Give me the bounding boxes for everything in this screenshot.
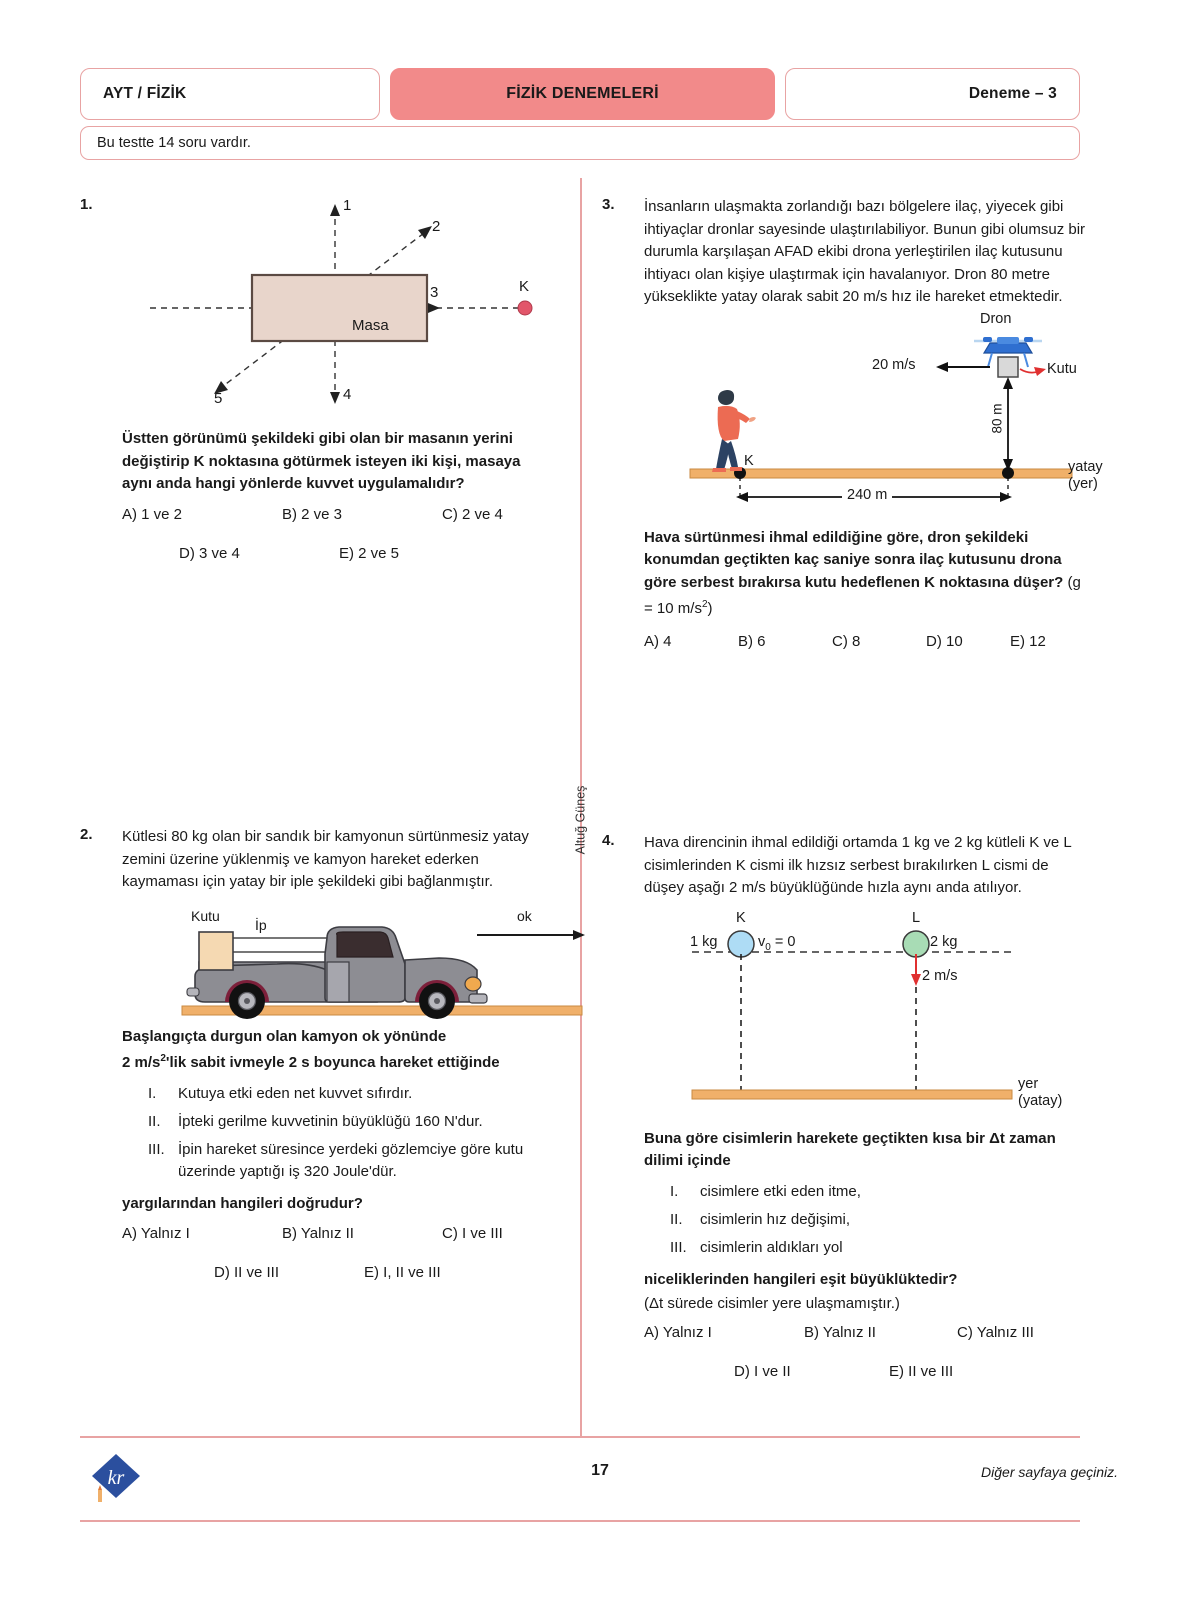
rope-label: İp (255, 916, 267, 933)
q4-option-b[interactable]: B) Yalnız II (804, 1323, 876, 1341)
q2-option-a[interactable]: A) Yalnız I (122, 1225, 190, 1242)
question-1-stem: Üstten görünümü şekildeki gibi olan bir masanın yerini değiştirip K noktasına götürmek isteyen iki kişi, masaya aynı anda hangi yönlerde kuvvet uygulamalıdır? (122, 430, 521, 492)
question-3 (602, 196, 1103, 650)
ground-label-line2: (yer) (1068, 475, 1098, 492)
speed-label: 20 m/s (872, 356, 916, 373)
footer-divider-top (80, 1436, 1080, 1438)
object-l-label: L (912, 909, 921, 926)
mass-l-label: 2 kg (930, 933, 958, 950)
question-3-g-a: (g = 10 m/s (644, 573, 1081, 617)
question-2-stem-line2-rest: 'lik sabit ivmeyle 2 s boyunca hareket ettiğinde (165, 1054, 500, 1071)
question-4 (602, 832, 1092, 1380)
question-2-question-line: yargılarından hangileri doğrudur? (122, 1194, 363, 1212)
dir-label-5: 5 (214, 390, 223, 407)
author-credit: Altuğ Güneş (573, 785, 588, 855)
point-k-label: K (744, 452, 754, 469)
page-header (80, 68, 1080, 120)
question-2-stem-line1: Başlangıçta durgun olan kamyon ok yönünde (122, 1027, 447, 1045)
header-trial-box (785, 68, 1080, 120)
roman-item: III. İpin hareket süresince yerdeki gözlemciye göre kutu üzerinde yaptığı iş 320 Joule'dür. (148, 1140, 524, 1180)
footer-note: Diğer sayfaya geçiniz. (981, 1464, 1118, 1480)
question-4-note: (Δt sürede cisimler yere ulaşmamıştır.) (644, 1295, 900, 1312)
question-2-stem-accel: 2 m/s (122, 1054, 161, 1071)
roman-item: III. cisimlerin aldıkları yol (670, 1238, 843, 1256)
question-2-roman-list (148, 1083, 570, 1183)
ground-label-line2: (yatay) (1018, 1092, 1063, 1109)
mass-k-label: 1 kg (690, 933, 718, 950)
question-2-figure (177, 902, 617, 1020)
roman-item: II. cisimlerin hız değişimi, (670, 1210, 851, 1228)
question-1 (80, 196, 560, 562)
footer-divider-bottom (80, 1520, 1080, 1522)
q4-option-d[interactable]: D) I ve II (734, 1362, 791, 1380)
roman-item: I. Kutuya etki eden net kuvvet sıfırdır. (148, 1084, 413, 1102)
question-3-stem: Hava sürtünmesi ihmal edildiğine göre, dron şekildeki konumdan geçtikten kaç saniye sonra ilaç kutusunu drona göre serbest bırakırsa kutu hedeflenen K noktasına düşer? (644, 528, 1064, 591)
q2-option-e[interactable]: E) I, II ve III (364, 1264, 441, 1281)
q2-option-d[interactable]: D) II ve III (214, 1264, 280, 1281)
dir-label-4: 4 (343, 386, 352, 403)
test-info-label: Bu testte 14 soru vardır. (97, 135, 251, 151)
question-4-number: 4. (602, 832, 615, 849)
dir-label-1: 1 (343, 197, 352, 214)
question-2-intro: Kütlesi 80 kg olan bir sandık bir kamyonun sürtünmesiz yatay zemini üzerine yüklenmiş ve kamyon hareket ederken kaymaması için yatay bir iple şekildeki gibi bağlanmıştır. (122, 828, 529, 890)
box-label: Kutu (191, 907, 220, 924)
header-subject-label: AYT / FİZİK (103, 85, 187, 102)
truck-diagram (177, 902, 617, 1020)
question-4-question-line: niceliklerinden hangileri eşit büyüklüktedir? (644, 1270, 958, 1288)
question-2 (80, 826, 570, 1281)
ground-label-line1: yer (1018, 1075, 1039, 1092)
question-3-g-b: ) (707, 600, 713, 617)
question-4-stem: Buna göre cisimlerin harekete geçtikten kısa bir Δt zaman dilimi içinde (644, 1129, 1056, 1169)
q4-option-a[interactable]: A) Yalnız I (644, 1323, 712, 1341)
dir-label-3: 3 (430, 284, 439, 301)
svg-text:kr: kr (107, 1467, 125, 1489)
header-subject-box (80, 68, 380, 120)
question-3-intro: İnsanların ulaşmakta zorlandığı bazı bölgelere ilaç, yiyecek gibi ihtiyaçlar dronlar sayesinde ulaştırılabiliyor. Bunun gibi olumsuz bir durumla karşılaşan AFAD ekibi drona yerleştirilen ilaç kutusunu ihtiyacı olan kişiye ulaştırmak için havalanıyor. Dron 80 metre yükseklikte yatay olarak sabit 20 m/s hız ile hareket etmektedir. (644, 198, 1086, 305)
q1-option-d[interactable]: D) 3 ve 4 (179, 544, 240, 562)
q2-option-b[interactable]: B) Yalnız II (282, 1225, 354, 1242)
velocity-l-label: 2 m/s (922, 967, 958, 984)
arrow-direction-label: ok (517, 907, 532, 924)
q1-option-b[interactable]: B) 2 ve 3 (282, 505, 343, 523)
q3-option-a[interactable]: A) 4 (644, 632, 672, 650)
table-directions-diagram (140, 200, 570, 415)
roman-item: II. İpteki gerilme kuvvetinin büyüklüğü 160 N'dur. (148, 1112, 483, 1130)
q1-option-c[interactable]: C) 2 ve 4 (442, 505, 503, 523)
q3-option-d[interactable]: D) 10 (926, 632, 963, 650)
header-title-box (390, 68, 775, 120)
distance-label: 240 m (842, 487, 892, 503)
roman-item: I. cisimlere etki eden itme, (670, 1182, 861, 1200)
package-label: Kutu (1047, 360, 1077, 377)
q4-option-e[interactable]: E) II ve III (889, 1362, 954, 1380)
question-4-intro: Hava direncinin ihmal edildiği ortamda 1 kg ve 2 kg kütleli K ve L cisimlerinden K cismi ilk hızsız serbest bırakılırken L cismi de düşey aşağı 2 m/s büyüklüğünde hızla aynı anda atılıyor. (644, 834, 1072, 896)
question-2-number: 2. (80, 826, 93, 843)
q2-option-c[interactable]: C) I ve III (442, 1225, 503, 1242)
page-number: 17 (591, 1462, 609, 1479)
drone-label: Dron (980, 310, 1012, 327)
test-info-bar (80, 126, 1080, 160)
q3-option-e[interactable]: E) 12 (1010, 632, 1046, 650)
header-title-label: FİZİK DENEMELERİ (506, 85, 659, 102)
question-3-number: 3. (602, 196, 615, 213)
question-4-roman-list (670, 1181, 1092, 1259)
question-1-number: 1. (80, 196, 93, 213)
q3-option-b[interactable]: B) 6 (738, 632, 766, 650)
question-2-stem-accel-sup: 2 (160, 1053, 166, 1064)
header-trial-label: Deneme – 3 (968, 85, 1057, 102)
question-3-g-sup: 2 (701, 599, 708, 610)
point-k-label: K (519, 278, 530, 295)
q3-option-c[interactable]: C) 8 (832, 632, 861, 650)
height-label: 80 m (989, 402, 1005, 434)
initial-velocity-label: $v_0 = 0$ (758, 933, 796, 953)
q1-option-a[interactable]: A) 1 ve 2 (122, 505, 183, 523)
q1-option-e[interactable]: E) 2 ve 5 (339, 544, 400, 562)
question-1-figure (140, 197, 570, 415)
object-k-label: K (736, 909, 746, 926)
question-3-figure (682, 310, 1103, 519)
ground-label-line1: yatay (1068, 458, 1103, 475)
question-4-figure (684, 910, 1084, 1120)
q4-option-c[interactable]: C) Yalnız III (957, 1323, 1034, 1341)
table-label: Masa (352, 317, 389, 334)
dir-label-2: 2 (432, 218, 441, 235)
